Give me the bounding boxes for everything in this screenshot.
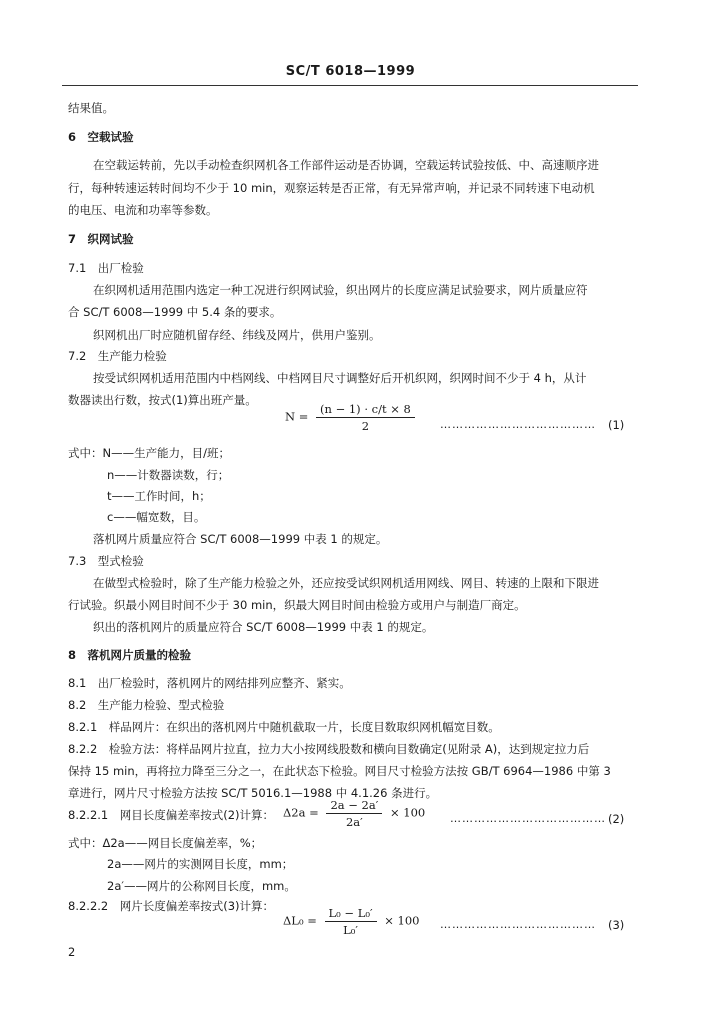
variable-definition: n——计数器读数，行；	[107, 468, 230, 482]
formula-3	[283, 906, 419, 937]
variable-definition: 式中：Δ2a——网目长度偏差率，%；	[68, 836, 263, 850]
text-line: 数器读出行数，按式(1)算出班产量。	[68, 393, 257, 407]
standard-code-header: SC/T 6018—1999	[285, 64, 416, 79]
formula-3-fraction	[325, 906, 377, 937]
formula-2-leader: …………………………………	[450, 812, 606, 825]
formula-3-leader: …………………………………	[440, 918, 596, 931]
text-line: 织出的落机网片的质量应符合 SC/T 6008—1999 中表 1 的规定。	[93, 620, 434, 634]
formula-1-denominator: 2	[361, 419, 370, 433]
formula-3-denominator: L₀′	[343, 923, 358, 937]
text-line: 行试验。织最小网目时间不少于 30 min，织最大网目时间由检验方或用户与制造厂商定。	[68, 598, 526, 612]
text-line: 合 SC/T 6008—1999 中 5.4 条的要求。	[68, 305, 282, 319]
text-line: 在做型式检验时，除了生产能力检验之外，还应按受试织网机适用网线、网目、转速的上限和下限进	[93, 576, 599, 590]
clause-8-2-2-2: 8.2.2.2 网片长度偏差率按式(3)计算：	[68, 899, 275, 913]
text-line: 章进行，网片尺寸检验方法按 SC/T 5016.1—1988 中 4.1.26 条进行。	[68, 786, 438, 800]
text-line: 织网机出厂时应随机留存经、纬线及网片，供用户鉴别。	[93, 328, 381, 342]
formula-3-lhs: ΔL₀ =	[283, 913, 317, 928]
formula-2-lhs: Δ2a =	[283, 805, 319, 820]
formula-1-numerator: (n − 1) · c/t × 8	[316, 402, 415, 418]
clause-8-1: 8.1 出厂检验时，落机网片的网结排列应整齐、紧实。	[68, 676, 351, 690]
text-line: 在空载运转前，先以手动检查织网机各工作部件运动是否协调，空载运转试验按低、中、高速顺序进	[93, 158, 599, 172]
subsection-heading-7-3: 7.3 型式检验	[68, 554, 144, 568]
formula-2-denominator: 2a′	[345, 815, 363, 829]
header-rule	[62, 85, 638, 86]
formula-1-lhs: N =	[285, 409, 309, 424]
formula-1-fraction	[316, 402, 415, 433]
variable-definition: c——幅宽数，目。	[107, 510, 206, 524]
text-line: 保持 15 min，再将拉力降至三分之一，在此状态下检验。网目尺寸检验方法按 GB/T 6964—1986 中第 3	[68, 764, 611, 778]
clause-8-2-1: 8.2.1 样品网片：在织出的落机网片中随机截取一片，长度目数取织网机幅宽目数。	[68, 720, 500, 734]
clause-8-2-2: 8.2.2 检验方法：将样品网片拉直，拉力大小按网线股数和横向目数确定(见附录 A)，达到规定拉力后	[68, 742, 590, 756]
text-line: 落机网片质量应符合 SC/T 6008—1999 中表 1 的规定。	[93, 532, 388, 546]
section-heading-6: 6 空载试验	[68, 130, 134, 144]
subsection-heading-7-1: 7.1 出厂检验	[68, 261, 144, 275]
variable-definition: 2a′——网片的公称网目长度，mm。	[107, 879, 296, 893]
section-heading-8: 8 落机网片质量的检验	[68, 648, 192, 662]
variable-definition: t——工作时间，h；	[107, 489, 211, 503]
formula-3-factor: × 100	[384, 913, 420, 928]
formula-2-factor: × 100	[390, 805, 426, 820]
formula-2-numerator: 2a − 2a′	[326, 798, 382, 814]
text-line: 的电压、电流和功率等参数。	[68, 203, 218, 217]
text-line: 行，每种转速运转时间均不少于 10 min，观察运转是否正常，有无异常声响，并记录不同转速下电动机	[68, 181, 595, 195]
formula-2	[283, 798, 425, 829]
formula-2-fraction	[326, 798, 382, 829]
variable-definition: 式中：N——生产能力，目/班；	[68, 446, 230, 460]
subsection-heading-7-2: 7.2 生产能力检验	[68, 349, 167, 363]
formula-3-label: (3)	[608, 918, 625, 932]
formula-1	[285, 402, 419, 433]
section-heading-7: 7 织网试验	[68, 232, 134, 246]
formula-1-leader: …………………………………	[440, 418, 596, 431]
clause-8-2: 8.2 生产能力检验、型式检验	[68, 698, 225, 712]
page-number: 2	[68, 945, 76, 959]
text-line: 按受试织网机适用范围内中档网线、中档网目尺寸调整好后开机织网，织网时间不少于 4 h，从计	[93, 371, 587, 385]
formula-1-label: (1)	[608, 418, 625, 432]
text-line: 在织网机适用范围内选定一种工况进行织网试验，织出网片的长度应满足试验要求，网片质量应符	[93, 283, 588, 297]
clause-8-2-2-1: 8.2.2.1 网目长度偏差率按式(2)计算：	[68, 808, 275, 822]
formula-2-label: (2)	[608, 812, 625, 826]
formula-3-numerator: L₀ − L₀′	[325, 906, 377, 922]
text-line: 结果值。	[68, 101, 114, 115]
variable-definition: 2a——网片的实测网目长度，mm；	[107, 857, 294, 871]
